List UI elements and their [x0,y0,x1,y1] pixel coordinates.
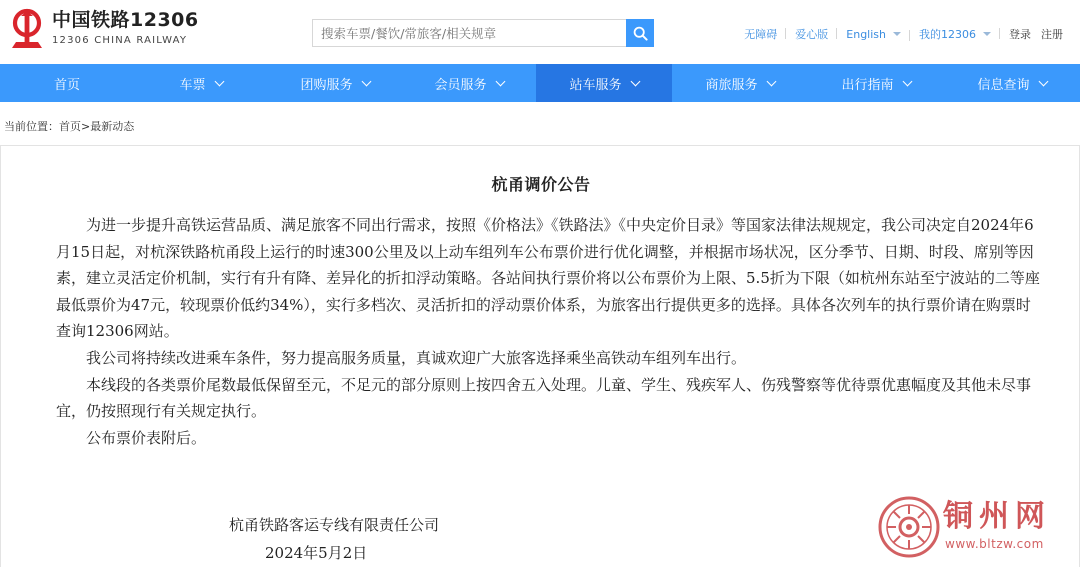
language-dropdown[interactable] [837,28,910,41]
nav-item-group-service[interactable] [268,64,402,102]
nav-item-label: 信息查询 [977,77,1030,93]
nav-item-tickets[interactable] [134,64,268,102]
chevron-down-icon [766,76,776,86]
top-links [735,26,1068,42]
my12306-dropdown[interactable] [910,26,1000,42]
railway-logo-icon [8,8,46,50]
watermark-seal-icon [877,495,941,559]
accessibility-link[interactable]: 无障碍 [735,26,786,42]
nav-item-label: 会员服务 [434,77,487,93]
breadcrumb-separator: > [81,120,91,133]
logo-title: 中国铁路12306 [52,9,199,31]
nav-item-home[interactable] [0,64,134,102]
site-header [0,0,1080,64]
nav-item-info-query[interactable] [944,64,1080,102]
nav-item-label: 团购服务 [300,77,353,93]
my12306-label: 我的12306 [919,28,976,41]
nav-item-label: 车票 [179,77,206,93]
chevron-down-icon [361,76,371,86]
breadcrumb-current[interactable]: 最新动态 [90,120,135,133]
watermark-url: www.bltzw.com [945,537,1044,551]
chevron-down-icon [495,76,505,86]
nav-item-label: 出行指南 [841,77,894,93]
language-label: English [846,27,886,41]
chevron-down-icon [630,76,640,86]
care-mode-link[interactable]: 爱心版 [786,26,837,42]
logo-subtitle: 12306 CHINA RAILWAY [52,35,188,46]
watermark-name: 铜州网 [943,499,1051,534]
article-title: 杭甬调价公告 [491,175,591,194]
search-input[interactable] [313,20,627,46]
article-date: 2024年5月2日 [265,544,368,562]
breadcrumb-home[interactable]: 首页 [59,120,81,133]
breadcrumb [4,118,134,134]
nav-item-label: 首页 [53,77,80,93]
search-icon [633,26,648,41]
article-paragraph: 本线段的各类票价尾数最低保留至元，不足元的部分原则上按四舍五入处理。儿童、学生、残疾军人、伤残警察等优待票优惠幅度及其他未尽事宜，仍按照现行有关规定执行。 [56,375,1032,421]
search-button[interactable] [626,19,654,47]
nav-item-station-service[interactable] [536,64,672,102]
search-box [312,19,654,47]
nav-item-label: 站车服务 [569,77,622,93]
article-signature: 杭甬铁路客运专线有限责任公司 [229,516,440,534]
watermark [877,491,1072,563]
chevron-down-icon [983,32,991,36]
chevron-down-icon [902,76,912,86]
breadcrumb-prefix: 当前位置： [4,120,59,133]
nav-item-member-service[interactable] [402,64,536,102]
nav-item-business-travel[interactable] [672,64,808,102]
nav-item-travel-guide[interactable] [808,64,944,102]
chevron-down-icon [893,32,901,36]
chevron-down-icon [1038,76,1048,86]
article-paragraph: 为进一步提升高铁运营品质、满足旅客不同出行需求，按照《价格法》《铁路法》《中央定价目录》等国家法律法规规定，我公司决定自2024年6月15日起，对杭深铁路杭甬段上运行的时速300公里及以上动车组列车公布票价进行优化调整，并根据市场状况，区分季节、日期、时段、席别等因素，建立灵活定价机制，实行有升有降、差异化的折扣浮动策略。各站间执行票价将以公布票价为上限、5.5折为下限（如杭州东站至宁波站的二等座最低票价为47元，较现票价低约34%），实行多档次、灵活折扣的浮动票价体系，为旅客出行提供更多的选择。具体各次列车的执行票价请在购票时查询12306网站。 [56,216,1040,341]
nav-item-label: 商旅服务 [705,77,758,93]
chevron-down-icon [214,76,224,86]
site-logo[interactable] [8,8,199,50]
article-paragraph: 公布票价表附后。 [86,428,207,447]
article-paragraph: 我公司将持续改进乘车条件，努力提高服务质量，真诚欢迎广大旅客选择乘坐高铁动车组列车出行。 [86,348,747,367]
main-nav [0,64,1080,102]
register-link[interactable]: 注册 [1041,28,1063,41]
login-link[interactable]: 登录 [1009,28,1031,41]
article-body [56,212,1041,451]
